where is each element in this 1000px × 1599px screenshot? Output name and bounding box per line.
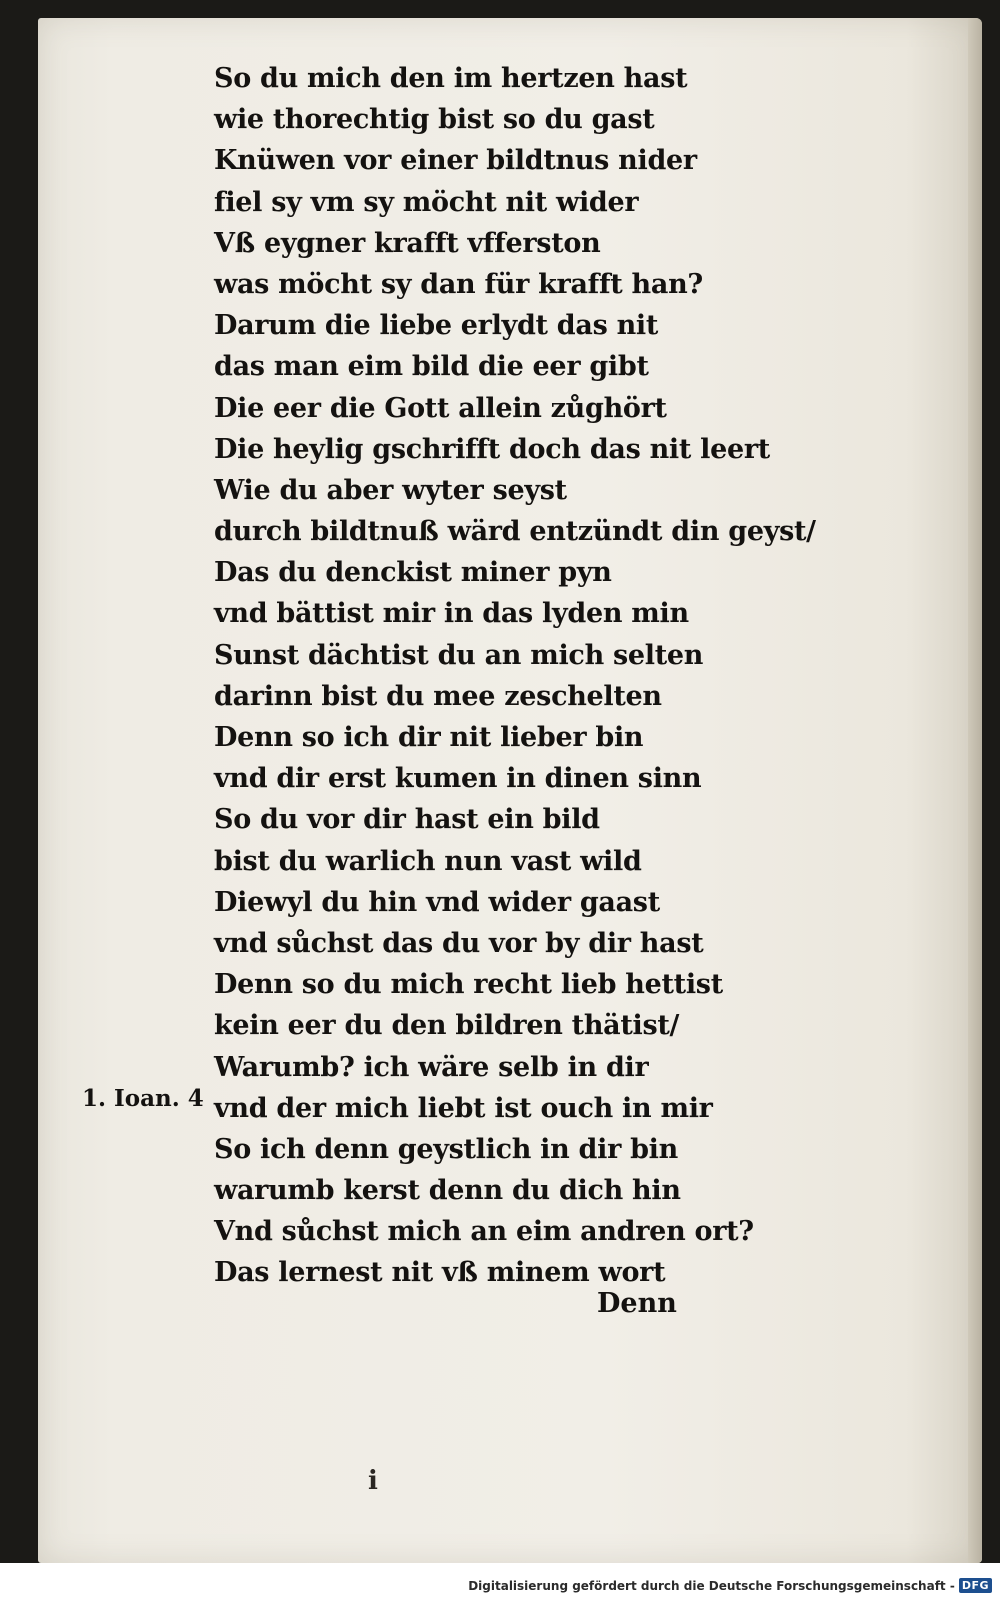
- verse-line: Knüwen vor einer bildtnus nider: [214, 145, 697, 177]
- verse-line: Das lernest nit vß minem wort: [214, 1257, 666, 1289]
- verse-line: kein eer du den bildren thätist/: [214, 1010, 680, 1042]
- verse-line: So ich denn geystlich in dir bin: [214, 1133, 678, 1165]
- verse-line: bist du warlich nun vast wild: [214, 845, 642, 877]
- verse-line: vnd sůchst das du vor by dir hast: [214, 927, 704, 959]
- verse-line: warumb kerst denn du dich hin: [214, 1175, 681, 1207]
- footer-credit-text: Digitalisierung gefördert durch die Deutsche Forschungsgemeinschaft -: [468, 1578, 955, 1593]
- page-edge: [968, 18, 982, 1563]
- verse-line: Sunst dächtist du an mich selten: [214, 639, 704, 671]
- verse-line: Wie du aber wyter seyst: [214, 474, 567, 506]
- footer-bar: [0, 1563, 1000, 1599]
- verse-line: vnd bättist mir in das lyden min: [214, 598, 689, 630]
- verse-line: Diewyl du hin vnd wider gaast: [214, 886, 660, 918]
- verse-line: darinn bist du mee zeschelten: [214, 680, 662, 712]
- verse-text: [214, 58, 816, 1294]
- verse-line: durch bildtnuß wärd entzündt din geyst/: [214, 516, 816, 548]
- footer-credit: [468, 1578, 992, 1593]
- verse-line: So du vor dir hast ein bild: [214, 804, 600, 836]
- margin-note-reference: 1. Ioan. 4: [82, 1085, 204, 1112]
- dfg-logo-icon: DFG: [959, 1578, 992, 1593]
- verse-line: fiel sy vm sy möcht nit wider: [214, 186, 639, 218]
- verse-line: Darum die liebe erlydt das nit: [214, 310, 659, 342]
- verse-line: was möcht sy dan für krafft han?: [214, 268, 703, 300]
- verse-line: Die heylig gschrifft doch das nit leert: [214, 433, 770, 465]
- verse-line: Denn so du mich recht lieb hettist: [214, 969, 723, 1001]
- verse-line: Vß eygner krafft vfferston: [214, 227, 601, 259]
- verse-line: Denn so ich dir nit lieber bin: [214, 722, 644, 753]
- verse-line: So du mich den im hertzen hast: [214, 63, 688, 94]
- verse-line: vnd dir erst kumen in dinen sinn: [214, 763, 702, 795]
- catchword: Denn: [597, 1288, 677, 1319]
- verse-line: Vnd sůchst mich an eim andren ort?: [214, 1216, 754, 1248]
- verse-line: Das du denckist miner pyn: [214, 557, 612, 589]
- verse-line: das man eim bild die eer gibt: [214, 351, 649, 383]
- verse-line: vnd der mich liebt ist ouch in mir: [214, 1092, 713, 1124]
- verse-line: wie thorechtig bist so du gast: [214, 104, 655, 136]
- signature-mark: i: [368, 1466, 378, 1496]
- verse-line: Die eer die Gott allein zůghört: [214, 392, 667, 424]
- verse-line: Warumb? ich wäre selb in dir: [214, 1051, 649, 1083]
